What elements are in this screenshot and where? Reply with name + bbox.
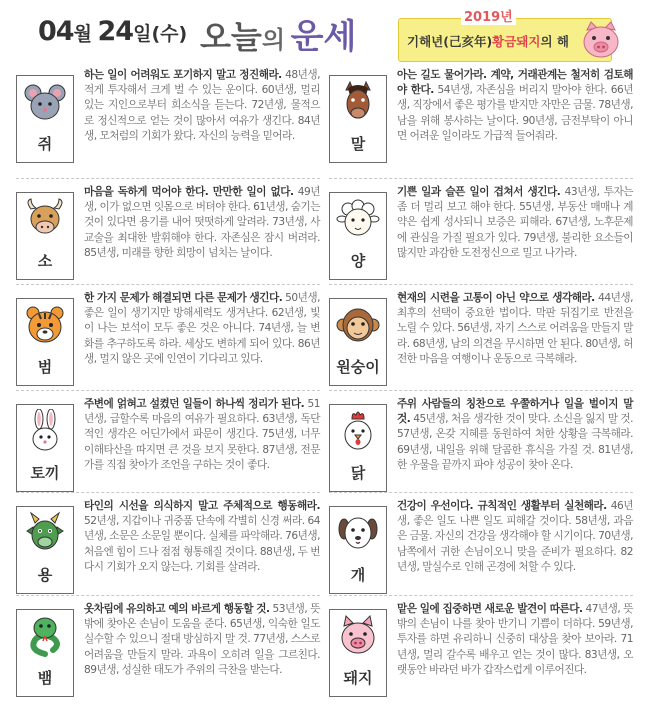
fortune-pig (329, 602, 633, 706)
animal-card (16, 404, 74, 492)
animal-name: 소 (37, 252, 53, 270)
divider (16, 284, 320, 285)
date (38, 16, 187, 47)
fortune-headline: 건강이 우선이다. 규칙적인 생활부터 실천해라. (397, 500, 607, 512)
animal-card (16, 192, 74, 280)
animal-card (329, 192, 387, 280)
animal-name: 개 (350, 566, 366, 584)
fortune-headline: 한 가지 문제가 해결되면 다른 문제가 생긴다. (84, 292, 283, 304)
fortune-body: 48년생, 적게 투자해서 크게 벌 수 있는 운이다. 60년생, 멀리 있는 지인으로부터 희소식을 듣는다. 72년생, 물적으로 정신적으로 얻는 것이 많아서 여유가 생긴다. 84년생, 모처럼의 기회가 왔다. 자신의 능력을 믿어라. (84, 69, 320, 142)
snake-icon (23, 614, 67, 658)
fortune-text (84, 397, 320, 473)
divider (329, 178, 633, 179)
fortune-headline: 하는 일이 어려워도 포기하지 말고 정진해라. (84, 69, 282, 81)
fortune-headline: 기쁜 일과 슬픈 일이 겹쳐서 생긴다. (397, 186, 561, 198)
fortune-monkey (329, 291, 633, 395)
title-fortune: 운세 (290, 17, 357, 57)
fortune-headline: 마음을 독하게 먹어야 한다. 만만한 일이 없다. (84, 186, 294, 198)
animal-name: 원숭이 (336, 358, 380, 376)
fortune-dog (329, 499, 633, 603)
date-month-unit: 월 (73, 23, 92, 45)
divider (329, 284, 633, 285)
fortune-text (84, 68, 320, 144)
date-month: 04 (38, 16, 74, 47)
title-today: 오늘 (200, 18, 262, 56)
animal-name: 닭 (350, 464, 366, 482)
animal-name: 돼지 (343, 669, 373, 687)
fortune-text (84, 185, 320, 261)
rooster-icon (336, 409, 380, 453)
fortune-text (397, 499, 633, 575)
fortune-headline: 타인의 시선을 의식하지 말고 주체적으로 행동해라. (84, 500, 320, 512)
horse-icon (336, 80, 380, 124)
year-banner (398, 10, 612, 62)
divider (329, 595, 633, 596)
tiger-icon (23, 303, 67, 347)
fortune-headline: 주변에 얽혀고 설켰던 일들이 하나씩 정리가 된다. (84, 398, 305, 410)
fortune-headline: 아는 길도 물어가라. 계약, 거래관계는 철저히 검토해야 한다. (397, 69, 633, 97)
fortune-headline: 맡은 일에 집중하면 새로운 발견이 따른다. (397, 603, 583, 615)
fortune-body: 43년생, 투자는 좀 더 멀리 보고 해야 한다. 55년생, 부동산 매매나 계약은 쉽게 성사되니 보증은 피해라. 67년생, 노후문제에 관심을 가질 필요가 있다. 79년생, 불리한 요소들이 많지만 과감한 도전정신으로 밀고 나가라. (397, 186, 634, 259)
monkey-icon (336, 303, 380, 347)
fortune-body: 44년생, 최후의 선택이 중요한 법이다. 막판 뒤집기로 반전을 노릴 수 있다. 56년생, 자기 스스로 어려움을 만들지 말라. 68년생, 남의 의견을 무시하면 안 된다. 80년생, 허전한 마음을 여행이나 운동으로 극복해라. (397, 292, 633, 365)
banner-text-post: 의 해 (540, 34, 569, 49)
animal-name: 용 (37, 566, 53, 584)
animal-card (329, 404, 387, 492)
fortune-text (84, 602, 320, 678)
fortune-body: 50년생, 좋은 일이 생기지만 방해세력도 생겨난다. 62년생, 빛이 나는 보석이 모두 좋은 것은 아니다. 74년생, 늘 변화를 추구하도록 하라. 세상도 변하게 되어 있다. 86년생, 멀지 않은 곳에 인연이 기다리고 있다. (84, 292, 320, 365)
rat-icon (23, 80, 67, 124)
date-day-unit: 일 (133, 23, 152, 45)
fortune-tiger (16, 291, 320, 395)
animal-name: 범 (37, 358, 53, 376)
ox-icon (23, 197, 67, 241)
fortune-text (397, 291, 633, 367)
fortune-text (84, 291, 320, 367)
animal-card (16, 609, 74, 697)
fortune-body: 51년생, 급할수록 마음의 여유가 필요하다. 63년생, 독단적인 생각은 어딘가에서 파문이 생긴다. 75년생, 너무 이해타산을 따지면 큰 것을 보지 못한다. 87년생, 전문가를 직접 찾아가 조언을 구하는 것이 좋다. (84, 398, 320, 471)
divider (16, 595, 320, 596)
divider (16, 178, 320, 179)
animal-name: 뱀 (37, 669, 53, 687)
animal-card (16, 506, 74, 594)
pig-icon (336, 614, 380, 658)
fortune-ox (16, 185, 320, 289)
divider (329, 390, 633, 391)
animal-name: 토끼 (30, 464, 60, 482)
fortune-text (397, 68, 633, 144)
fortune-rooster (329, 397, 633, 501)
pig-icon (579, 20, 623, 60)
fortune-text (397, 185, 633, 261)
fortune-headline: 주위 사람들의 칭찬으로 우쭐하거나 일을 벌이지 말 것. (397, 398, 633, 426)
banner-year: 2019년 (461, 6, 516, 25)
date-weekday: (수) (151, 23, 188, 45)
fortune-body: 45년생, 처음 생각한 것이 맞다. 소신을 잃지 말 것. 57년생, 온갖 지혜를 동원하여 처한 상황을 극복해라. 69년생, 내일을 위해 달콤한 휴식을 가질 것. 81년생, 한 우물을 끝까지 파야 성공이 찾아 온다. (397, 413, 633, 471)
divider (16, 390, 320, 391)
fortune-text (397, 397, 633, 473)
animal-name: 쥐 (37, 135, 53, 153)
divider (16, 492, 320, 493)
fortune-body: 53년생, 뜻 밖에 찾아온 손님이 도움을 준다. 65년생, 익숙한 일도 실수할 수 있으니 절대 방심하지 말 것. 77년생, 스스로 어려움을 만들지 말라. 과욕이 오히려 일을 그르친다. 89년생, 성실한 태도가 주위의 극찬을 받는다. (84, 603, 320, 676)
banner-text (407, 32, 569, 50)
fortune-snake (16, 602, 320, 706)
fortune-body: 49년생, 이가 없으면 잇몸으로 버텨야 한다. 61년생, 숨기는 것이 있다면 용기를 내어 떳떳하게 알려라. 73년생, 사교술을 최대한 발휘해야 한다. 자존심은 잠시 버려라. 85년생, 미래를 향한 희망이 넘치는 날이다. (84, 186, 320, 259)
fortune-headline: 현재의 시련을 고통이 아닌 약으로 생각해라. (397, 292, 595, 304)
fortune-body: 54년생, 자존심을 버리지 말아야 한다. 66년생, 직장에서 좋은 평가를 받지만 자만은 금물. 78년생, 남을 위해 봉사하는 날이다. 90년생, 금전부탁이 아니면 어려운 일이라도 가급적 들어줘라. (397, 84, 633, 142)
animal-card (16, 75, 74, 163)
page-title (200, 9, 356, 58)
fortune-dragon (16, 499, 320, 603)
animal-name: 말 (350, 135, 366, 153)
animal-name: 양 (350, 252, 366, 270)
fortune-body: 46년생, 좋은 일도 나쁜 일도 피해갈 것이다. 58년생, 과음은 금물. 자신의 건강을 생각해야 할 시기이다. 70년생, 남쪽에서 귀한 손님이오니 맞을 준비가 필요하다. 82년생, 말실수로 인해 곤경에 처할 수 있다. (397, 500, 633, 573)
animal-card (16, 298, 74, 386)
fortune-horse (329, 68, 633, 172)
sheep-icon (336, 197, 380, 241)
fortune-text (84, 499, 320, 575)
rabbit-icon (23, 409, 67, 453)
page-header (0, 0, 649, 60)
fortune-body: 47년생, 뜻 밖의 손님이 나를 찾아 반기니 기쁨이 더하다. 59년생, 투자를 하면 유리하니 신중히 대상을 찾아 보아라. 71년생, 멀리 갈수록 배우고 얻는 것이 많다. 83년생, 오랫동안 바라던 바가 갑작스럽게 이루어진다. (397, 603, 633, 676)
animal-card (329, 609, 387, 697)
title-particle: 의 (261, 26, 286, 54)
fortune-rabbit (16, 397, 320, 501)
dragon-icon (23, 511, 67, 555)
animal-card (329, 298, 387, 386)
banner-text-pre: 기해년(己亥年) (407, 34, 493, 49)
animal-card (329, 506, 387, 594)
date-day: 24 (97, 16, 134, 47)
animal-card (329, 75, 387, 163)
dog-icon (336, 511, 380, 555)
fortune-rat (16, 68, 320, 172)
divider (329, 492, 633, 493)
fortune-body: 52년생, 지갑이나 귀중품 단속에 각별히 신경 써라. 64년생, 소문은 소문일 뿐이다. 실체를 파악해라. 76년생, 처음엔 힘이 드나 점점 형통해질 것이다. 88년생, 두 번 다시 기회가 오지 않는다. 기회를 살려라. (84, 515, 320, 573)
fortune-sheep (329, 185, 633, 289)
banner-text-highlight: 황금돼지 (492, 34, 541, 49)
fortune-text (397, 602, 633, 678)
fortune-headline: 옷차림에 유의하고 예의 바르게 행동할 것. (84, 603, 270, 615)
